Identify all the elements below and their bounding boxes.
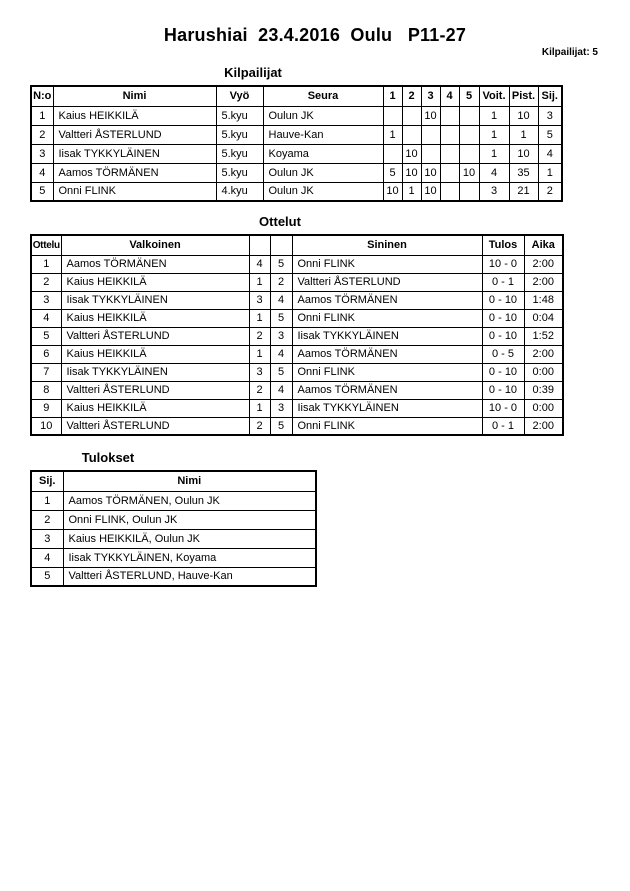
- match-time: 2:00: [524, 255, 563, 273]
- final-rank: 3: [31, 529, 63, 548]
- match-result: 0 - 5: [482, 345, 524, 363]
- competitor-club: Oulun JK: [263, 106, 383, 125]
- score-cell: 5: [383, 163, 402, 182]
- blue-player-no: 5: [270, 309, 292, 327]
- white-player-name: Valtteri ÅSTERLUND: [61, 327, 249, 345]
- blue-player-no: 4: [270, 291, 292, 309]
- table-row: [31, 255, 563, 273]
- white-player-no: 1: [249, 345, 270, 363]
- score-cell: [421, 125, 440, 144]
- rank-cell: 3: [538, 106, 562, 125]
- competitor-name: Iisak TYKKYLÄINEN: [53, 144, 216, 163]
- final-rank: 1: [31, 491, 63, 510]
- matches-header-row: [31, 235, 563, 255]
- competitors-table-body: [31, 106, 562, 201]
- match-no: 2: [31, 273, 61, 291]
- white-player-no: 2: [249, 417, 270, 435]
- score-cell: [421, 144, 440, 163]
- table-row: [31, 363, 563, 381]
- col-header-final-name: Nimi: [63, 471, 316, 491]
- blue-player-no: 5: [270, 363, 292, 381]
- match-no: 4: [31, 309, 61, 327]
- results-table: [30, 470, 317, 587]
- col-header-blue-no: [270, 235, 292, 255]
- table-row: [31, 548, 316, 567]
- score-cell: [459, 106, 479, 125]
- score-cell: [402, 106, 421, 125]
- table-row: [31, 327, 563, 345]
- competitor-club: Oulun JK: [263, 163, 383, 182]
- competitor-belt: 4.kyu: [216, 182, 263, 201]
- white-player-no: 1: [249, 399, 270, 417]
- blue-player-name: Iisak TYKKYLÄINEN: [292, 327, 482, 345]
- blue-player-name: Valtteri ÅSTERLUND: [292, 273, 482, 291]
- blue-player-name: Onni FLINK: [292, 309, 482, 327]
- score-cell: 10: [402, 144, 421, 163]
- rank-cell: 1: [538, 163, 562, 182]
- score-cell: [402, 125, 421, 144]
- points-cell: 1: [509, 125, 538, 144]
- score-cell: [459, 125, 479, 144]
- blue-player-no: 5: [270, 255, 292, 273]
- final-name: Iisak TYKKYLÄINEN, Koyama: [63, 548, 316, 567]
- competitor-club: Hauve-Kan: [263, 125, 383, 144]
- col-header-points: Pist.: [509, 86, 538, 106]
- white-player-no: 3: [249, 291, 270, 309]
- score-cell: [440, 182, 459, 201]
- score-cell: 10: [383, 182, 402, 201]
- match-result: 0 - 10: [482, 381, 524, 399]
- competitors-header-row: [31, 86, 562, 106]
- wins-cell: 1: [479, 106, 509, 125]
- match-no: 10: [31, 417, 61, 435]
- match-time: 2:00: [524, 417, 563, 435]
- score-cell: 10: [459, 163, 479, 182]
- table-row: [31, 163, 562, 182]
- competitor-belt: 5.kyu: [216, 163, 263, 182]
- blue-player-no: 4: [270, 345, 292, 363]
- table-row: [31, 529, 316, 548]
- match-result: 10 - 0: [482, 399, 524, 417]
- col-header-result: Tulos: [482, 235, 524, 255]
- final-rank: 2: [31, 510, 63, 529]
- match-no: 8: [31, 381, 61, 399]
- competitor-name: Onni FLINK: [53, 182, 216, 201]
- competitor-belt: 5.kyu: [216, 106, 263, 125]
- match-no: 5: [31, 327, 61, 345]
- col-header-opp-5: 5: [459, 86, 479, 106]
- match-result: 0 - 10: [482, 363, 524, 381]
- matches-table-body: [31, 255, 563, 435]
- blue-player-no: 3: [270, 399, 292, 417]
- competitor-no: 4: [31, 163, 53, 182]
- competitor-no: 3: [31, 144, 53, 163]
- score-cell: [440, 125, 459, 144]
- col-header-white-no: [249, 235, 270, 255]
- results-header-row: [31, 471, 316, 491]
- score-cell: [440, 144, 459, 163]
- col-header-club: Seura: [263, 86, 383, 106]
- col-header-final-rank: Sij.: [31, 471, 63, 491]
- match-time: 0:00: [524, 363, 563, 381]
- match-time: 2:00: [524, 273, 563, 291]
- score-cell: 10: [421, 182, 440, 201]
- score-cell: [459, 144, 479, 163]
- blue-player-no: 3: [270, 327, 292, 345]
- score-cell: [440, 106, 459, 125]
- blue-player-name: Aamos TÖRMÄNEN: [292, 291, 482, 309]
- competitor-club: Koyama: [263, 144, 383, 163]
- table-row: [31, 491, 316, 510]
- col-header-time: Aika: [524, 235, 563, 255]
- white-player-name: Aamos TÖRMÄNEN: [61, 255, 249, 273]
- col-header-belt: Vyö: [216, 86, 263, 106]
- white-player-name: Valtteri ÅSTERLUND: [61, 417, 249, 435]
- match-time: 1:48: [524, 291, 563, 309]
- white-player-name: Kaius HEIKKILÄ: [61, 309, 249, 327]
- score-cell: 10: [421, 163, 440, 182]
- results-table-body: [31, 491, 316, 586]
- score-cell: [383, 144, 402, 163]
- score-cell: [459, 182, 479, 201]
- page-title: Harushiai 23.4.2016 Oulu P11-27: [163, 25, 467, 45]
- match-result: 0 - 10: [482, 309, 524, 327]
- match-time: 0:39: [524, 381, 563, 399]
- table-row: [31, 345, 563, 363]
- match-no: 1: [31, 255, 61, 273]
- white-player-no: 1: [249, 273, 270, 291]
- points-cell: 21: [509, 182, 538, 201]
- white-player-no: 2: [249, 327, 270, 345]
- competitor-no: 5: [31, 182, 53, 201]
- white-player-no: 3: [249, 363, 270, 381]
- col-header-wins: Voit.: [479, 86, 509, 106]
- score-cell: 1: [383, 125, 402, 144]
- blue-player-no: 4: [270, 381, 292, 399]
- blue-player-name: Aamos TÖRMÄNEN: [292, 345, 482, 363]
- table-row: [31, 567, 316, 586]
- competitor-belt: 5.kyu: [216, 125, 263, 144]
- blue-player-name: Onni FLINK: [292, 255, 482, 273]
- table-row: [31, 510, 316, 529]
- competitor-name: Kaius HEIKKILÄ: [53, 106, 216, 125]
- col-header-opp-1: 1: [383, 86, 402, 106]
- competitor-club: Oulun JK: [263, 182, 383, 201]
- table-row: [31, 273, 563, 291]
- col-header-name: Nimi: [53, 86, 216, 106]
- final-name: Onni FLINK, Oulun JK: [63, 510, 316, 529]
- match-result: 0 - 1: [482, 273, 524, 291]
- match-no: 3: [31, 291, 61, 309]
- table-row: [31, 399, 563, 417]
- col-header-no: N:o: [31, 86, 53, 106]
- white-player-no: 1: [249, 309, 270, 327]
- match-result: 0 - 10: [482, 327, 524, 345]
- table-row: [31, 182, 562, 201]
- blue-player-no: 5: [270, 417, 292, 435]
- blue-player-name: Aamos TÖRMÄNEN: [292, 381, 482, 399]
- match-no: 9: [31, 399, 61, 417]
- table-row: [31, 144, 562, 163]
- blue-player-no: 2: [270, 273, 292, 291]
- white-player-name: Kaius HEIKKILÄ: [61, 273, 249, 291]
- white-player-name: Iisak TYKKYLÄINEN: [61, 291, 249, 309]
- score-cell: [440, 163, 459, 182]
- col-header-rank: Sij.: [538, 86, 562, 106]
- col-header-opp-3: 3: [421, 86, 440, 106]
- points-cell: 10: [509, 144, 538, 163]
- score-cell: 10: [402, 163, 421, 182]
- score-cell: 1: [402, 182, 421, 201]
- match-no: 7: [31, 363, 61, 381]
- competitors-heading: Kilpailijat: [224, 65, 282, 80]
- table-row: [31, 291, 563, 309]
- competitor-no: 1: [31, 106, 53, 125]
- white-player-name: Valtteri ÅSTERLUND: [61, 381, 249, 399]
- match-no: 6: [31, 345, 61, 363]
- match-result: 0 - 10: [482, 291, 524, 309]
- white-player-no: 2: [249, 381, 270, 399]
- white-player-name: Iisak TYKKYLÄINEN: [61, 363, 249, 381]
- competitor-no: 2: [31, 125, 53, 144]
- wins-cell: 3: [479, 182, 509, 201]
- final-name: Aamos TÖRMÄNEN, Oulun JK: [63, 491, 316, 510]
- white-player-name: Kaius HEIKKILÄ: [61, 399, 249, 417]
- table-row: [31, 106, 562, 125]
- blue-player-name: Onni FLINK: [292, 417, 482, 435]
- final-name: Kaius HEIKKILÄ, Oulun JK: [63, 529, 316, 548]
- col-header-opp-2: 2: [402, 86, 421, 106]
- col-header-match: Ottelu: [31, 235, 61, 255]
- final-rank: 5: [31, 567, 63, 586]
- white-player-name: Kaius HEIKKILÄ: [61, 345, 249, 363]
- score-cell: [383, 106, 402, 125]
- blue-player-name: Iisak TYKKYLÄINEN: [292, 399, 482, 417]
- matches-heading: Ottelut: [259, 214, 301, 229]
- match-time: 2:00: [524, 345, 563, 363]
- match-time: 0:04: [524, 309, 563, 327]
- wins-cell: 1: [479, 125, 509, 144]
- rank-cell: 4: [538, 144, 562, 163]
- participants-count-label: Kilpailijat: 5: [541, 47, 598, 58]
- match-result: 10 - 0: [482, 255, 524, 273]
- points-cell: 35: [509, 163, 538, 182]
- results-heading: Tulokset: [81, 450, 135, 465]
- matches-table: [30, 234, 564, 436]
- final-name: Valtteri ÅSTERLUND, Hauve-Kan: [63, 567, 316, 586]
- competitor-name: Aamos TÖRMÄNEN: [53, 163, 216, 182]
- competitor-belt: 5.kyu: [216, 144, 263, 163]
- rank-cell: 5: [538, 125, 562, 144]
- col-header-opp-4: 4: [440, 86, 459, 106]
- match-time: 0:00: [524, 399, 563, 417]
- white-player-no: 4: [249, 255, 270, 273]
- match-time: 1:52: [524, 327, 563, 345]
- table-row: [31, 125, 562, 144]
- blue-player-name: Onni FLINK: [292, 363, 482, 381]
- col-header-blue: Sininen: [292, 235, 482, 255]
- final-rank: 4: [31, 548, 63, 567]
- table-row: [31, 381, 563, 399]
- col-header-white: Valkoinen: [61, 235, 249, 255]
- table-row: [31, 309, 563, 327]
- wins-cell: 1: [479, 144, 509, 163]
- table-row: [31, 417, 563, 435]
- rank-cell: 2: [538, 182, 562, 201]
- score-cell: 10: [421, 106, 440, 125]
- wins-cell: 4: [479, 163, 509, 182]
- competitor-name: Valtteri ÅSTERLUND: [53, 125, 216, 144]
- points-cell: 10: [509, 106, 538, 125]
- competitors-table: [30, 85, 563, 202]
- match-result: 0 - 1: [482, 417, 524, 435]
